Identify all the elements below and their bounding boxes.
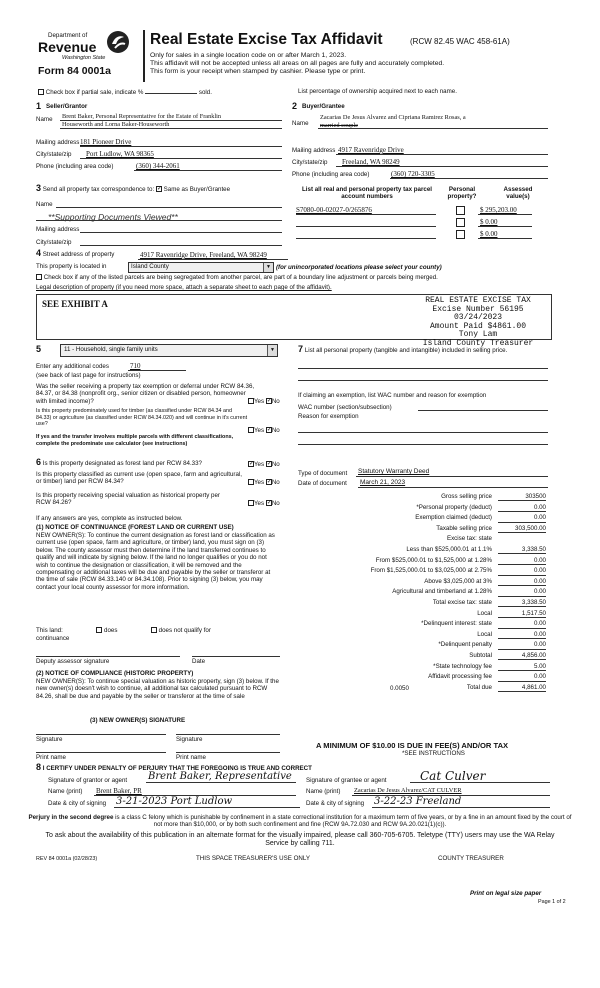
stamp-line: Island County Treasurer <box>422 338 534 348</box>
chevron-down-icon: ▼ <box>263 263 273 272</box>
sec3-mailing-label: Mailing address <box>36 226 80 233</box>
treasurer-use-only: THIS SPACE TREASURER'S USE ONLY <box>196 855 310 862</box>
use-code-value: 11 - Household, single family units <box>64 346 158 353</box>
historic-question: Is this property receiving special valuation as historical property per RCW 84.26? <box>36 492 220 507</box>
grantee-date-city[interactable]: 3-22-23 Freeland <box>374 796 462 807</box>
parcel-header: List all real and personal property tax parcel account numbers <box>302 186 432 201</box>
stamp-line: Excise Number 56195 <box>432 304 524 314</box>
tax-row-label: Local <box>477 609 492 617</box>
seller-mailing-label: Mailing address <box>36 139 80 146</box>
notice-compliance-title: (2) NOTICE OF COMPLIANCE (HISTORIC PROPERTY) <box>36 670 194 677</box>
partial-sale-row <box>38 88 212 96</box>
see-instructions-note: *SEE INSTRUCTIONS <box>402 750 465 757</box>
new-owner-signature-field-2[interactable] <box>176 734 280 735</box>
current-use-question: Is this property classified as current use (open space, farm and agricultural, or timber) land per RCW 84.34? <box>36 471 243 486</box>
grantor-date-label: Date & city of signing <box>48 800 107 807</box>
dor-logo <box>36 28 136 78</box>
treasurer-stamp <box>408 297 548 348</box>
print-name-field-2[interactable] <box>176 752 280 753</box>
tax-row-label: Agricultural and timberland at 1.28% <box>392 588 492 596</box>
segregated-checkbox[interactable] <box>36 274 42 280</box>
forest-no-checkbox[interactable]: ✓ <box>266 461 272 468</box>
signature-label: Signature <box>36 736 63 743</box>
tax-row-value[interactable]: 0.00 <box>498 588 546 596</box>
stamp-line: REAL ESTATE EXCISE TAX <box>425 296 531 305</box>
forest-question: Is this property designated as forest land per RCW 84.33? <box>42 460 202 467</box>
county-treasurer-label: COUNTY TREASURER <box>438 855 504 862</box>
chevron-down-icon: ▼ <box>267 345 277 356</box>
property-street[interactable]: 4917 Ravenridge Drive, Freeland, WA 98249 <box>140 251 267 259</box>
doc-type-label: Type of document <box>298 470 348 477</box>
accessibility-notice: To ask about the availability of this publication in an alternate format for the visually impaired, please call 360-705-6705. Teletype (TTY) users may use the WA Relay Service by calling 711. <box>45 832 555 848</box>
legal-size-note: Print on legal size paper <box>470 890 542 897</box>
tax-row-label: Local <box>477 630 492 638</box>
seller-mailing[interactable]: 181 Pioneer Drive <box>80 138 132 146</box>
seller-city[interactable]: Port Ludlow, WA 98365 <box>86 150 154 158</box>
timber-no-checkbox[interactable]: ✓ <box>266 427 272 434</box>
tax-row-value[interactable]: 0.00 <box>498 641 546 649</box>
legal-description-value: SEE EXHIBIT A <box>42 299 108 309</box>
section-1-number: 1 <box>36 101 42 111</box>
grantor-name[interactable]: Brent Baker, PR <box>96 787 142 795</box>
wac-number-label: WAC number (section/subsection) <box>298 404 392 411</box>
tax-row-value[interactable]: 5.00 <box>498 663 546 671</box>
seller-name-line1[interactable]: Brent Baker, Personal Representative for the Estate of Franklin <box>62 113 222 120</box>
buyer-city-label: City/state/zip <box>292 159 328 166</box>
assessed-header: Assessed value(s) <box>503 186 533 201</box>
deputy-date-label: Date <box>192 658 206 665</box>
sec3-city-label: City/state/zip <box>36 239 72 246</box>
legal-description-label: Legal description of property (if you need more space, attach a separate sheet to each page of the affidavit). <box>36 284 332 291</box>
parcel-row <box>296 217 550 228</box>
assessed-value[interactable]: $ 0.00 <box>480 230 498 238</box>
tax-row-label: *Delinquent interest: state <box>421 620 492 628</box>
grantee-date-label: Date & city of signing <box>306 800 365 807</box>
grantee-name-label: Name (print) <box>306 788 341 795</box>
section-5-number: 5 <box>36 344 42 354</box>
segregated-label: Check box if any of the listed parcels are being segregated from another parcel, are part of a boundary line adjustment or parcels being merged. <box>43 274 438 281</box>
timber-question-note: If yes and the transfer involves multiple parcels with different classifications, complete the predominate use calculator (see instructions) <box>36 434 234 447</box>
tax-row-label: Excise tax: state <box>446 535 492 543</box>
subtitle-1: Only for sales in a single location code on or after March 1, 2023. <box>150 52 347 59</box>
seller-phone-label: Phone (including area code) <box>36 163 114 170</box>
buyer-name-line2[interactable]: married couple <box>320 122 358 129</box>
correspondence-label: Send all property tax correspondence to: <box>42 186 155 193</box>
dept-line2: Revenue <box>38 39 97 55</box>
grantor-sig-label: Signature of grantor or agent <box>48 777 128 784</box>
local-rate: 0.0050 <box>390 685 409 692</box>
grantor-signature[interactable]: Brent Baker, Representative <box>148 771 292 782</box>
grantor-name-label: Name (print) <box>48 788 83 795</box>
perjury-notice: Perjury in the second degree is a class C felony which is punishable by confinement in a state correctional institution for a maximum term of five years, or by a fine in an amount fixed by the court of not more than $10,000, or by both such confinement and fine (RCW 9A.72.030 and RCW 9A.20.021(1)(c)). <box>28 814 572 829</box>
deputy-date-field[interactable] <box>192 656 280 657</box>
grantee-sig-label: Signature of grantee or agent <box>306 777 387 784</box>
stamp-line: Amount Paid $4861.00 <box>429 321 526 331</box>
header-divider <box>143 30 145 82</box>
stamp-line: 03/24/2023 <box>453 313 502 322</box>
exemption-yes-no: Yes ✓No <box>248 398 280 405</box>
deputy-signature-label: Deputy assessor signature <box>36 658 110 665</box>
tax-row-label: Subtotal <box>469 652 492 659</box>
new-owner-signature-title: (3) NEW OWNER(S) SIGNATURE <box>90 717 186 724</box>
personal-header: Personal property? <box>447 186 477 201</box>
tax-row-value[interactable]: 303500 <box>498 493 546 501</box>
buyer-phone[interactable]: (360) 720-3305 <box>391 170 435 178</box>
section-2-number: 2 <box>292 101 298 111</box>
reason-field[interactable] <box>298 432 548 433</box>
section-3-row: 3 Send all property tax correspondence to: ✓ Same as Buyer/Grantee <box>36 183 231 193</box>
notice-continuance-body: NEW OWNER(S): To continue the current designation as forest land or classification as current use (open space, farm and agriculture, or timber) land, you must sign on (3) below. The county assessor must then determine if the land transferred continues to qualify and will indicate by signing below. If the land no longer qualifies or you do not wish to continue the designation or classification, it will be removed and the compensating or additional taxes will be due and payable by the seller or transferor at the time of sale (RCW 84.33.140 or 84.34.108). Prior to signing (3) below, you may contact your local county assessor for more information. <box>36 532 275 591</box>
tax-row-label: Exemption claimed (deduct) <box>415 514 492 522</box>
section-4-row: 4 Street address of property <box>36 248 115 258</box>
print-name-label: Print name <box>36 754 66 761</box>
tax-row-value[interactable]: 0.00 <box>498 504 546 512</box>
personal-property-list-label: List all personal property (tangible and intangible) included in selling price. <box>304 347 508 354</box>
tax-row-label: *Personal property (deduct) <box>416 503 492 511</box>
same-as-buyer-label: Same as Buyer/Grantee <box>163 186 231 193</box>
tax-row-value[interactable]: 303,500.00 <box>498 525 546 533</box>
partial-sale-label: Check box if partial sale, indicate % <box>45 89 144 96</box>
tax-row-label: From $525,000.01 to $1,525,000 at 1.28% <box>375 556 492 564</box>
signature-label-2: Signature <box>176 736 203 743</box>
tax-row-value[interactable]: 0.00 <box>498 567 546 575</box>
revision-number: REV 84 0001a (02/28/23) <box>36 856 98 862</box>
forest-question-row: 6 Is this property designated as forest land per RCW 84.33? <box>36 457 202 467</box>
tax-row-value[interactable]: 0.00 <box>498 631 546 639</box>
notice-continuance-title: (1) NOTICE OF CONTINUANCE (FOREST LAND OR CURRENT USE) <box>36 524 234 531</box>
does-not-qualify-checkbox[interactable] <box>151 627 157 633</box>
partial-sale-checkbox[interactable] <box>38 89 44 95</box>
county-value: Island County <box>131 263 169 270</box>
tax-row-label: Above $3,025,000 at 3% <box>424 577 492 585</box>
this-land-row: This land: does does not qualify for <box>36 627 211 634</box>
doc-date-value[interactable]: March 21, 2023 <box>360 479 406 486</box>
additional-codes-value[interactable]: 710 <box>130 362 141 370</box>
buyer-mailing[interactable]: 4917 Ravenridge Drive <box>338 146 404 154</box>
doc-type-value[interactable]: Statutory Warranty Deed <box>358 468 430 475</box>
new-owner-signature-field[interactable] <box>36 734 166 735</box>
partial-sold-label: sold. <box>198 89 212 96</box>
grantee-name[interactable]: Zacarias De Jesus Alvarez/CAT CULVER <box>354 787 462 794</box>
dept-line1: Department of <box>48 32 88 39</box>
print-name-label-2: Print name <box>176 754 206 761</box>
tax-row-value[interactable]: 3,338.50 <box>498 546 546 554</box>
exemption-no-checkbox[interactable]: ✓ <box>266 398 272 405</box>
tax-row-label: Gross selling price <box>441 493 492 500</box>
tax-row-label: Less than $525,000.01 at 1.1% <box>406 546 492 553</box>
stamp-line: Tony Lam <box>458 330 498 339</box>
tax-row-label: Total excise tax: state <box>432 599 492 606</box>
section-7-row: 7 List all personal property (tangible and intangible) included in selling price. <box>298 344 508 354</box>
exemption-question: Was the seller receiving a property tax exemption or deferral under RCW 84.36, 84.37, or 84.38 (nonprofit org., senior citizen or disabled person, homeowner with limited income)? <box>36 383 255 405</box>
buyer-name-line1[interactable]: Zacarias De Jesus Alvarez and Cipriana Ramirez Rosas, a <box>320 114 466 121</box>
buyer-mailing-label: Mailing address <box>292 147 336 154</box>
historic-no-checkbox[interactable]: ✓ <box>266 500 272 507</box>
if-any-yes: If any answers are yes, complete as instructed below. <box>36 515 183 522</box>
use-code-select[interactable] <box>60 344 278 357</box>
assessed-value[interactable]: $ 295,203.00 <box>480 206 517 214</box>
seller-name-label: Name <box>36 116 53 123</box>
tax-row-value[interactable]: 0.00 <box>498 578 546 586</box>
personal-property-checkbox[interactable] <box>456 218 465 227</box>
tax-row-label: *State technology fee <box>433 662 492 670</box>
tax-row-label: From $1,525,000.01 to $3,025,000 at 2.75% <box>370 567 492 575</box>
subtitle-2: This affidavit will not be accepted unless all areas on all pages are fully and accurately completed. <box>150 60 445 67</box>
tax-row-value[interactable]: 3,338.50 <box>498 599 546 607</box>
seller-city-label: City/state/zip <box>36 151 72 158</box>
rcw-reference: (RCW 82.45 WAC 458-61A) <box>410 37 510 46</box>
deputy-signature-field[interactable] <box>36 656 180 657</box>
tax-row-label: Total due <box>466 683 492 691</box>
parcel-row <box>296 229 550 240</box>
county-note: (for unincorporated locations please select your county) <box>276 264 442 271</box>
personal-property-checkbox[interactable] <box>456 206 465 215</box>
tax-row-value[interactable]: 0.00 <box>498 620 546 628</box>
buyer-phone-label: Phone (including area code) <box>292 171 370 178</box>
tax-row-label: Affidavit processing fee <box>428 673 492 681</box>
ownership-note: List percentage of ownership acquired next to each name. <box>298 88 457 95</box>
certify-row: 8 I CERTIFY UNDER PENALTY OF PERJURY THAT THE FOREGOING IS TRUE AND CORRECT <box>36 762 312 772</box>
personal-property-list-field[interactable] <box>298 368 548 369</box>
personal-property-checkbox[interactable] <box>456 230 465 239</box>
tax-row-value[interactable]: 4,861.00 <box>498 684 546 692</box>
wac-number-field[interactable] <box>418 410 548 411</box>
seller-phone[interactable]: (360) 344-2061 <box>136 162 180 170</box>
tax-row-value[interactable]: 4,856.00 <box>498 652 546 660</box>
segregated-row <box>36 274 438 281</box>
buyer-heading: Buyer/Grantee <box>302 103 345 110</box>
form-number: Form 84 0001a <box>38 65 111 77</box>
print-name-field[interactable] <box>36 752 166 753</box>
grantor-date-city[interactable]: 3-21-2023 Port Ludlow <box>116 796 233 807</box>
subtitle-3: This form is your receipt when stamped by cashier. Please type or print. <box>150 68 366 75</box>
county-select[interactable] <box>128 262 274 273</box>
dept-line3: Washington State <box>62 55 106 61</box>
notice-compliance-body: NEW OWNER(S): To continue special valuation as historic property, sign (3) below. If the new owner(s) doesn't wish to continue, all additional tax calculated pursuant to RCW 84.26, shall be due and payable by the seller or transferor at the time of sale <box>36 678 279 700</box>
assessed-value[interactable]: $ 0.00 <box>480 218 498 226</box>
certify-statement: I CERTIFY UNDER PENALTY OF PERJURY THAT THE FOREGOING IS TRUE AND CORRECT <box>42 765 312 772</box>
dor-swirl-icon <box>106 30 130 54</box>
doc-date-label: Date of document <box>298 480 347 487</box>
grantee-signature[interactable]: Cat Culver <box>420 769 486 783</box>
located-label: This property is located in <box>36 263 107 270</box>
parcel-row <box>296 205 550 216</box>
supporting-documents-note: **Supporting Documents Viewed** <box>48 212 178 222</box>
page-title: Real Estate Excise Tax Affidavit <box>150 31 383 48</box>
parcel-number[interactable]: S7080-00-02027-0/265876 <box>296 206 372 214</box>
see-back-note: (see back of last page for instructions) <box>36 372 141 379</box>
buyer-city[interactable]: Freeland, WA 98249 <box>342 158 400 166</box>
reason-label: Reason for exemption <box>298 413 359 420</box>
continuance-label: continuance <box>36 635 70 642</box>
forest-yes-checkbox[interactable]: ✓ <box>249 461 255 468</box>
tax-row-value[interactable]: 0.00 <box>498 673 546 681</box>
tax-row-value[interactable]: 0.00 <box>498 514 546 522</box>
exemption-claim-label: If claiming an exemption, list WAC number and reason for exemption <box>298 392 487 399</box>
page-number: Page 1 of 2 <box>538 899 566 905</box>
current-use-no-checkbox[interactable]: ✓ <box>266 479 272 486</box>
seller-heading: Seller/Grantor <box>46 103 88 110</box>
tax-row-label: *Delinquent penalty <box>438 641 492 649</box>
same-as-buyer-checkbox[interactable]: ✓ <box>156 186 162 193</box>
seller-name-line2[interactable]: Houseworth and Lorna Baker-Houseworth <box>62 121 170 128</box>
sec3-name-label: Name <box>36 201 53 208</box>
tax-row-value[interactable]: 1,517.50 <box>498 610 546 618</box>
forest-yes-no: ✓Yes ✓No <box>249 461 280 468</box>
tax-row-value[interactable]: 0.00 <box>498 557 546 565</box>
street-label: Street address of property <box>42 251 115 258</box>
current-use-yes-no: Yes ✓No <box>248 479 280 486</box>
timber-yes-no: Yes ✓No <box>248 427 280 434</box>
historic-yes-no: Yes ✓No <box>248 500 280 507</box>
timber-question: Is this property predominately used for timber (as classified under RCW 84.34 and 84.33) or agriculture (as classified under RCW 84.34.020) and will continue in it's current use? <box>36 408 248 428</box>
minimum-due-note: A MINIMUM OF $10.00 IS DUE IN FEE(S) AND/OR TAX <box>316 741 509 750</box>
tax-row-label: Taxable selling price <box>436 524 492 532</box>
does-qualify-checkbox[interactable] <box>96 627 102 633</box>
additional-codes-label: Enter any additional codes <box>36 363 109 370</box>
buyer-name-label: Name <box>292 120 309 127</box>
partial-percent-field[interactable] <box>145 88 197 94</box>
